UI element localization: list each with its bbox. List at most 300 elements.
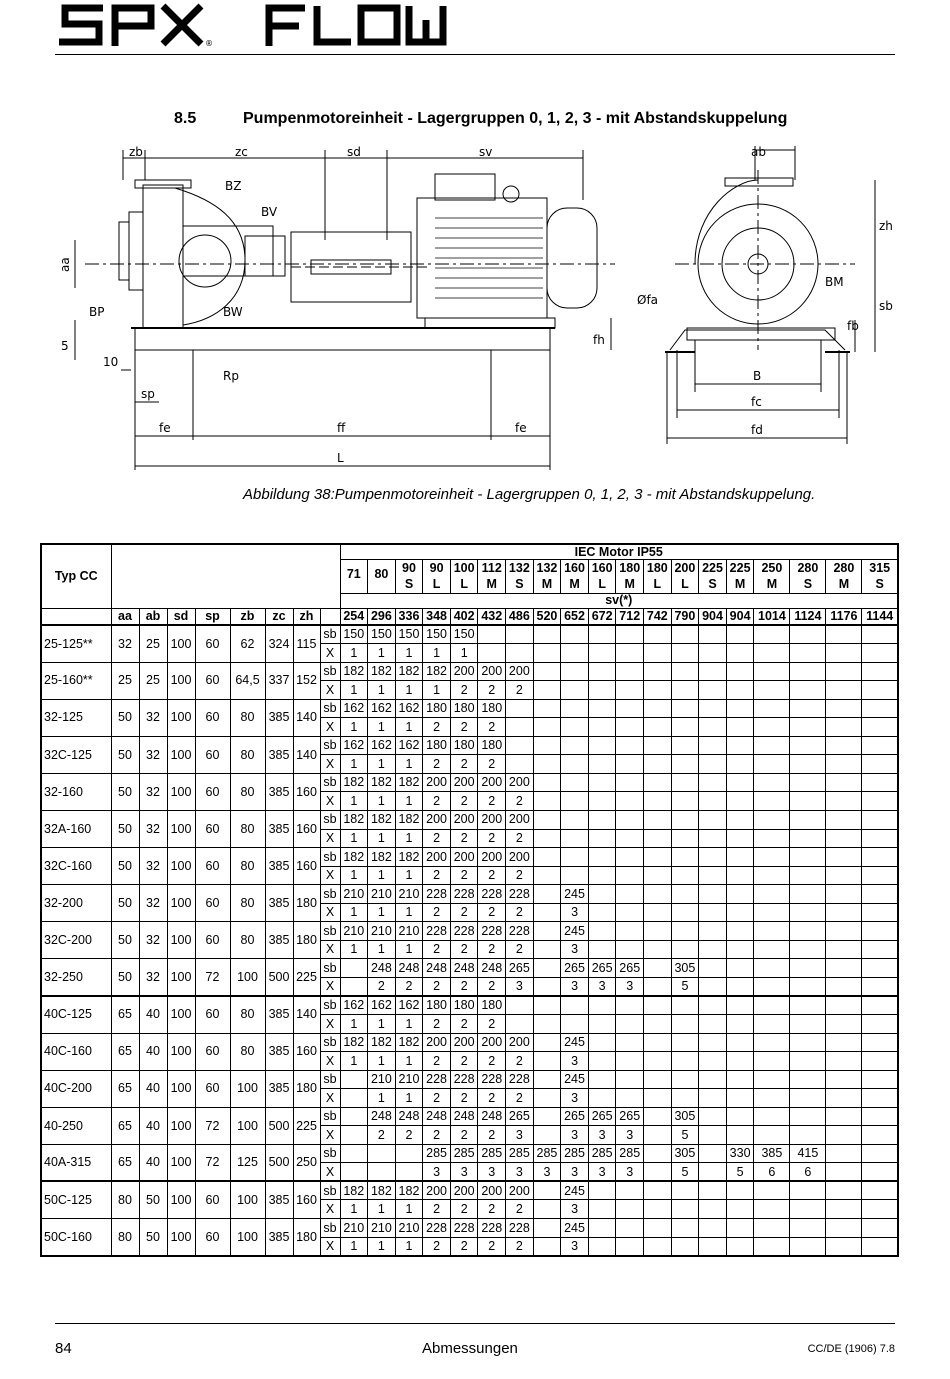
dim-value: 385 xyxy=(265,736,293,773)
motor-size-header xyxy=(395,559,423,593)
sb-value: 150 xyxy=(368,625,396,644)
row-label-x: X xyxy=(320,1163,340,1182)
dim-col-header-sp: sp xyxy=(195,608,230,625)
label-sd: sd xyxy=(347,145,361,159)
sb-value xyxy=(671,848,699,867)
row-label-sb: sb xyxy=(320,1070,340,1089)
sb-value xyxy=(862,996,898,1015)
sb-value xyxy=(561,625,589,644)
x-value xyxy=(726,755,754,774)
x-value xyxy=(588,1200,616,1219)
pump-type: 32-200 xyxy=(41,885,111,922)
sb-value xyxy=(671,1033,699,1052)
x-value xyxy=(790,755,826,774)
dim-value: 80 xyxy=(230,922,265,959)
sb-value xyxy=(644,922,672,941)
x-value xyxy=(790,829,826,848)
dim-value: 160 xyxy=(293,773,320,810)
x-value xyxy=(533,1052,561,1071)
sb-value xyxy=(671,1181,699,1200)
x-value: 1 xyxy=(368,644,396,663)
dim-value: 60 xyxy=(195,773,230,810)
pump-type: 32-250 xyxy=(41,959,111,996)
sb-value: 180 xyxy=(423,736,451,755)
dim-value: 385 xyxy=(265,810,293,847)
x-value xyxy=(644,940,672,959)
x-value xyxy=(790,1126,826,1145)
x-value xyxy=(826,1126,862,1145)
sb-value: 200 xyxy=(506,1033,534,1052)
sv-value-header: 520 xyxy=(533,608,561,625)
x-value: 2 xyxy=(423,1200,451,1219)
x-value: 3 xyxy=(561,903,589,922)
x-value: 2 xyxy=(450,1014,478,1033)
sb-value: 162 xyxy=(340,736,368,755)
sb-value xyxy=(533,848,561,867)
pump-type: 25-125** xyxy=(41,625,111,662)
sb-value xyxy=(644,736,672,755)
x-value xyxy=(644,792,672,811)
sb-value xyxy=(726,699,754,718)
footer-section-name: Abmessungen xyxy=(422,1340,518,1357)
sb-value xyxy=(699,1107,727,1126)
dim-value: 100 xyxy=(230,1070,265,1107)
x-value xyxy=(533,1200,561,1219)
motor-size-suffix: M xyxy=(838,576,850,591)
dim-value: 62 xyxy=(230,625,265,662)
x-value xyxy=(506,755,534,774)
figure-caption: Abbildung 38:Pumpenmotoreinheit - Lagergruppen 0, 1, 2, 3 - mit Abstandskuppelung. xyxy=(243,486,816,503)
sb-value xyxy=(561,662,589,681)
label-10: 10 xyxy=(103,355,119,369)
dim-value: 160 xyxy=(293,848,320,885)
sb-value: 248 xyxy=(395,1107,423,1126)
x-value xyxy=(826,903,862,922)
dim-value: 60 xyxy=(195,922,230,959)
sb-value xyxy=(644,1070,672,1089)
sb-value xyxy=(699,1144,727,1163)
dim-value: 40 xyxy=(139,1033,167,1070)
motor-size-frame: 315 xyxy=(869,561,891,575)
sb-value: 228 xyxy=(450,1219,478,1238)
x-value xyxy=(533,903,561,922)
dim-value: 385 xyxy=(265,1070,293,1107)
sb-value xyxy=(616,662,644,681)
sb-value xyxy=(533,996,561,1015)
sv-value-header: 1124 xyxy=(790,608,826,625)
sb-value xyxy=(862,1144,898,1163)
row-label-sb: sb xyxy=(320,848,340,867)
x-value xyxy=(754,977,790,996)
motor-size-suffix: M xyxy=(734,576,746,591)
label-sp: sp xyxy=(141,387,155,401)
sb-value xyxy=(671,736,699,755)
x-value: 1 xyxy=(368,829,396,848)
sb-value xyxy=(862,885,898,904)
sv-value-header: 348 xyxy=(423,608,451,625)
sb-value: 182 xyxy=(395,810,423,829)
x-value: 2 xyxy=(395,977,423,996)
motor-size-header xyxy=(790,559,826,593)
x-value xyxy=(644,681,672,700)
sb-value xyxy=(754,773,790,792)
sv-value-header: 402 xyxy=(450,608,478,625)
sb-value xyxy=(644,1033,672,1052)
sb-value: 265 xyxy=(561,1107,589,1126)
table-row xyxy=(41,699,898,718)
x-value xyxy=(561,866,589,885)
x-value: 2 xyxy=(450,755,478,774)
x-value xyxy=(340,1089,368,1108)
x-value xyxy=(754,1052,790,1071)
label-zh: zh xyxy=(879,219,893,233)
sb-value xyxy=(588,1219,616,1238)
sb-value xyxy=(726,1070,754,1089)
sb-value: 210 xyxy=(340,885,368,904)
row-label-x: X xyxy=(320,681,340,700)
dim-value: 32 xyxy=(139,922,167,959)
sb-value xyxy=(644,1144,672,1163)
row-label-sb: sb xyxy=(320,773,340,792)
sb-value: 162 xyxy=(368,736,396,755)
x-value: 2 xyxy=(423,1052,451,1071)
x-value: 2 xyxy=(506,1052,534,1071)
label-BV: BV xyxy=(261,205,278,219)
sb-value xyxy=(790,773,826,792)
sb-value: 180 xyxy=(450,699,478,718)
motor-size-header xyxy=(533,559,561,593)
sb-value: 285 xyxy=(561,1144,589,1163)
x-value: 2 xyxy=(450,792,478,811)
sb-value xyxy=(561,773,589,792)
sb-value xyxy=(588,922,616,941)
dim-value: 65 xyxy=(111,1144,139,1181)
dim-value: 72 xyxy=(195,1107,230,1144)
sb-value xyxy=(671,922,699,941)
x-value: 2 xyxy=(368,1126,396,1145)
dim-value: 32 xyxy=(139,736,167,773)
x-value: 2 xyxy=(450,1200,478,1219)
sb-value: 182 xyxy=(423,662,451,681)
dim-value: 100 xyxy=(167,1070,195,1107)
row-label-sb: sb xyxy=(320,810,340,829)
dim-value: 60 xyxy=(195,1219,230,1257)
dim-value: 100 xyxy=(167,1181,195,1218)
x-value xyxy=(790,792,826,811)
motor-size-suffix: S xyxy=(708,576,717,591)
sv-header: sv(*) xyxy=(340,593,898,608)
dim-col-header-zc: zc xyxy=(265,608,293,625)
sb-value xyxy=(699,810,727,829)
sb-value xyxy=(754,959,790,978)
x-value xyxy=(790,977,826,996)
sb-value xyxy=(790,848,826,867)
sb-value xyxy=(340,1107,368,1126)
sb-value: 200 xyxy=(506,662,534,681)
table-row xyxy=(41,959,898,978)
dim-value: 100 xyxy=(167,959,195,996)
sb-value xyxy=(561,699,589,718)
sb-value xyxy=(699,625,727,644)
x-value xyxy=(862,903,898,922)
x-value: 2 xyxy=(478,1089,506,1108)
x-value: 2 xyxy=(478,792,506,811)
x-value xyxy=(754,940,790,959)
x-value xyxy=(506,1014,534,1033)
label-BW: BW xyxy=(223,305,243,319)
x-value: 1 xyxy=(340,792,368,811)
sb-value: 248 xyxy=(368,959,396,978)
x-value xyxy=(561,681,589,700)
sb-value: 200 xyxy=(450,773,478,792)
x-value xyxy=(862,681,898,700)
sb-value: 200 xyxy=(478,662,506,681)
sb-value xyxy=(826,810,862,829)
dim-value: 385 xyxy=(265,773,293,810)
sb-value xyxy=(699,1219,727,1238)
sb-value: 285 xyxy=(423,1144,451,1163)
sb-value xyxy=(862,959,898,978)
dim-value: 80 xyxy=(230,885,265,922)
x-value: 2 xyxy=(423,792,451,811)
x-value: 1 xyxy=(395,1237,423,1256)
x-value xyxy=(726,644,754,663)
dim-value: 385 xyxy=(265,699,293,736)
x-value: 2 xyxy=(423,940,451,959)
motor-size-suffix: L xyxy=(681,576,689,591)
x-value: 5 xyxy=(671,1163,699,1182)
sb-value xyxy=(790,996,826,1015)
dim-col-header-zb: zb xyxy=(230,608,265,625)
dim-value: 50 xyxy=(111,810,139,847)
sb-value: 182 xyxy=(340,1181,368,1200)
x-value xyxy=(862,755,898,774)
dim-value: 72 xyxy=(195,1144,230,1181)
x-value xyxy=(671,1200,699,1219)
row-label-x: X xyxy=(320,940,340,959)
x-value: 1 xyxy=(395,681,423,700)
x-value xyxy=(826,681,862,700)
sb-value xyxy=(340,1144,368,1163)
label-L: L xyxy=(337,451,344,465)
sb-value xyxy=(588,1033,616,1052)
sb-value: 210 xyxy=(340,1219,368,1238)
sb-value: 245 xyxy=(561,1181,589,1200)
row-label-x: X xyxy=(320,718,340,737)
sb-value xyxy=(506,736,534,755)
row-label-sb: sb xyxy=(320,625,340,644)
sb-value xyxy=(588,996,616,1015)
sb-value xyxy=(790,1070,826,1089)
document-code: CC/DE (1906) 7.8 xyxy=(807,1343,895,1355)
x-value: 1 xyxy=(340,644,368,663)
sb-value xyxy=(826,996,862,1015)
dim-value: 225 xyxy=(293,1107,320,1144)
motor-size-header xyxy=(340,559,368,593)
row-label-x: X xyxy=(320,829,340,848)
pump-type: 40C-125 xyxy=(41,996,111,1033)
sv-value-header: 296 xyxy=(368,608,396,625)
sb-value xyxy=(699,996,727,1015)
motor-size-frame: 132 xyxy=(536,561,558,575)
row-label-sb: sb xyxy=(320,662,340,681)
dim-value: 60 xyxy=(195,625,230,662)
dim-value: 40 xyxy=(139,996,167,1033)
sb-value xyxy=(862,848,898,867)
label-fd: fd xyxy=(751,423,763,437)
sb-value: 182 xyxy=(340,848,368,867)
sb-value xyxy=(644,959,672,978)
x-value: 1 xyxy=(395,829,423,848)
dim-value: 385 xyxy=(265,996,293,1033)
x-value xyxy=(790,940,826,959)
pump-type: 40C-160 xyxy=(41,1033,111,1070)
x-value xyxy=(644,1126,672,1145)
x-value xyxy=(790,644,826,663)
sb-value: 228 xyxy=(423,922,451,941)
x-value xyxy=(395,1163,423,1182)
x-value: 1 xyxy=(340,1014,368,1033)
sb-value: 150 xyxy=(395,625,423,644)
dim-value: 32 xyxy=(139,885,167,922)
table-row xyxy=(41,1070,898,1089)
x-value xyxy=(826,1089,862,1108)
row-label-x: X xyxy=(320,903,340,922)
table-row xyxy=(41,810,898,829)
x-value xyxy=(561,755,589,774)
sb-value xyxy=(862,625,898,644)
x-value: 1 xyxy=(450,644,478,663)
sb-value: 248 xyxy=(423,959,451,978)
x-value: 1 xyxy=(395,866,423,885)
x-value: 1 xyxy=(395,1089,423,1108)
x-value: 1 xyxy=(395,940,423,959)
x-value xyxy=(862,1052,898,1071)
sb-value xyxy=(826,699,862,718)
x-value: 3 xyxy=(561,977,589,996)
x-value xyxy=(790,1052,826,1071)
x-value xyxy=(533,940,561,959)
sb-value: 248 xyxy=(395,959,423,978)
motor-size-frame: 160 xyxy=(591,561,613,575)
table-row xyxy=(41,996,898,1015)
sb-value: 265 xyxy=(506,959,534,978)
sb-value: 150 xyxy=(450,625,478,644)
sb-value xyxy=(671,625,699,644)
sb-value xyxy=(616,885,644,904)
x-value xyxy=(826,940,862,959)
sb-value: 228 xyxy=(450,885,478,904)
x-value xyxy=(588,1052,616,1071)
x-value xyxy=(671,718,699,737)
svg-text:®: ® xyxy=(205,39,213,48)
motor-size-frame: 180 xyxy=(619,561,641,575)
dim-value: 60 xyxy=(195,1070,230,1107)
dim-value: 40 xyxy=(139,1107,167,1144)
sb-value xyxy=(616,996,644,1015)
x-value: 2 xyxy=(506,829,534,848)
dim-value: 32 xyxy=(139,699,167,736)
row-label-sb: sb xyxy=(320,922,340,941)
sb-value xyxy=(616,922,644,941)
x-value xyxy=(616,644,644,663)
sb-value xyxy=(671,996,699,1015)
pump-type: 25-160** xyxy=(41,662,111,699)
dim-value: 152 xyxy=(293,662,320,699)
sb-value: 245 xyxy=(561,922,589,941)
sb-value xyxy=(754,848,790,867)
x-value xyxy=(699,903,727,922)
x-value: 2 xyxy=(478,1237,506,1256)
x-value xyxy=(616,866,644,885)
motor-size-header xyxy=(561,559,589,593)
typ-blank xyxy=(41,608,111,625)
x-value xyxy=(826,977,862,996)
motor-size-header xyxy=(368,559,396,593)
sb-value: 200 xyxy=(450,662,478,681)
sb-value: 228 xyxy=(506,922,534,941)
x-value: 2 xyxy=(450,829,478,848)
x-value xyxy=(862,1126,898,1145)
dim-value: 65 xyxy=(111,1070,139,1107)
dim-value: 60 xyxy=(195,1181,230,1218)
table-row xyxy=(41,736,898,755)
x-value xyxy=(533,829,561,848)
x-value: 2 xyxy=(423,718,451,737)
x-value: 2 xyxy=(423,1089,451,1108)
sb-value xyxy=(862,1107,898,1126)
sb-value xyxy=(826,625,862,644)
dim-value: 80 xyxy=(230,848,265,885)
x-value xyxy=(826,829,862,848)
sb-value xyxy=(644,996,672,1015)
dim-value: 25 xyxy=(139,625,167,662)
x-value xyxy=(340,977,368,996)
sb-value xyxy=(726,959,754,978)
dim-value: 32 xyxy=(139,848,167,885)
x-value: 2 xyxy=(450,1089,478,1108)
sb-value xyxy=(754,662,790,681)
sb-value xyxy=(699,699,727,718)
x-value xyxy=(699,1089,727,1108)
dim-value: 140 xyxy=(293,996,320,1033)
sb-value xyxy=(533,885,561,904)
sb-value xyxy=(790,662,826,681)
x-value: 2 xyxy=(478,866,506,885)
label-fc: fc xyxy=(751,395,762,409)
x-value xyxy=(588,1014,616,1033)
sb-value: 228 xyxy=(423,1219,451,1238)
x-value xyxy=(826,718,862,737)
label-BZ: BZ xyxy=(225,179,242,193)
motor-size-suffix: S xyxy=(875,576,884,591)
sb-value xyxy=(754,1219,790,1238)
table-row xyxy=(41,1107,898,1126)
dim-value: 25 xyxy=(139,662,167,699)
x-value xyxy=(616,1052,644,1071)
sb-value xyxy=(561,810,589,829)
label-BP: BP xyxy=(89,305,105,319)
sb-value xyxy=(754,1033,790,1052)
x-value: 3 xyxy=(616,1163,644,1182)
x-value xyxy=(826,644,862,663)
motor-size-frame: 90 xyxy=(402,561,416,575)
pump-type: 32C-160 xyxy=(41,848,111,885)
x-value xyxy=(671,1014,699,1033)
dim-value: 50 xyxy=(111,848,139,885)
sb-value: 210 xyxy=(368,1219,396,1238)
motor-size-suffix: L xyxy=(432,576,441,591)
